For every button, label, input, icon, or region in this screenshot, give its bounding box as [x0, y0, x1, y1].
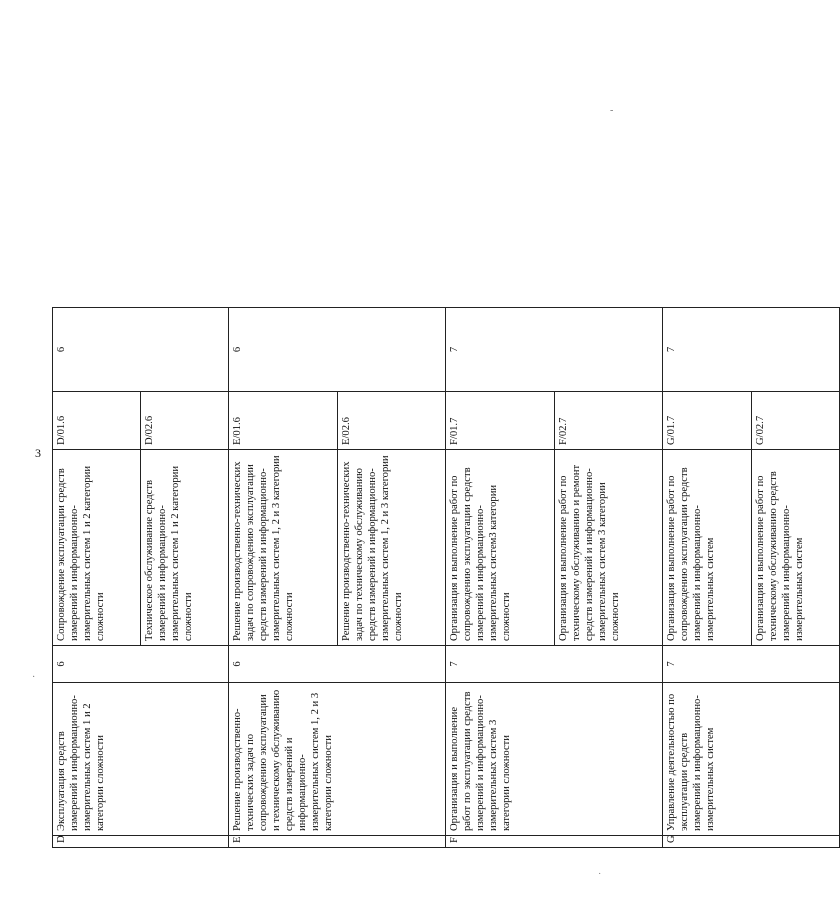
function-level: 7 — [446, 308, 663, 392]
generalized-function-code: D — [53, 836, 229, 848]
generalized-function-name: Решение производственно-технических задач по сопровождению эксплуатации и техническому обслуживанию средств измерений и информационно-измерительных систем 1, 2 и 3 категории сложности — [229, 683, 446, 836]
table-row — [53, 308, 141, 848]
qualification-level: 7 — [446, 646, 663, 683]
function-level: 6 — [229, 308, 446, 392]
generalized-function-code: E — [229, 836, 446, 848]
qualification-level: 7 — [663, 646, 840, 683]
generalized-function-code: G — [663, 836, 840, 848]
scan-speck: · — [32, 672, 36, 683]
function-name: Организация и выполнение работ по сопровождению эксплуатации средств измерений и информационно-измерительных систем3 категории сложности — [446, 450, 555, 646]
generalized-function-name: Организация и выполнение работ по эксплуатации средств измерений и информационно-измерительных систем 3 категории сложности — [446, 683, 663, 836]
table-row — [663, 308, 751, 848]
generalized-function-name: Эксплуатация средств измерений и информационно-измерительных систем 1 и 2 категории сложности — [53, 683, 229, 836]
function-name: Организация и выполнение работ по техническому обслуживанию средств измерений и информационно-измерительных систем — [751, 450, 839, 646]
functions-table — [52, 307, 840, 848]
qualification-level: 6 — [229, 646, 446, 683]
function-name: Техническое обслуживание средств измерений и информационно-измерительных систем 1 и 2 категории сложности — [141, 450, 229, 646]
function-code: G/02.7 — [751, 392, 839, 450]
generalized-function-name: Управление деятельностью по эксплуатации средств измерений и информационно-измерительных систем — [663, 683, 840, 836]
function-level: 6 — [53, 308, 229, 392]
scan-speck: ˙ — [598, 872, 602, 883]
function-name: Организация и выполнение работ по сопровождению эксплуатации средств измерений и информационно-измерительных систем — [663, 450, 751, 646]
table-row — [446, 308, 555, 848]
generalized-function-code: F — [446, 836, 663, 848]
function-code: F/01.7 — [446, 392, 555, 450]
table-row — [229, 308, 338, 848]
function-name: Сопровождение эксплуатации средств измерений и информационно-измерительных систем 1 и 2 категории сложности — [53, 450, 141, 646]
function-code: E/02.6 — [337, 392, 446, 450]
function-code: G/01.7 — [663, 392, 751, 450]
function-level: 7 — [663, 308, 840, 392]
function-name: Решение производственно-технических задач по сопровождению эксплуатации средств измерений и информационно-измерительных систем 1, 2 и 3 категории сложности — [229, 450, 338, 646]
function-name: Организация и выполнение работ по техническому обслуживанию и ремонт средств измерений и информационно-измерительных систем 3 категории сложности — [554, 450, 663, 646]
function-name: Решение производственно-технических задач по техническому обслуживанию средств измерений и информационно-измерительных систем 1, 2 и 3 категории сложности — [337, 450, 446, 646]
page-number: 3 — [35, 446, 41, 460]
function-code: D/02.6 — [141, 392, 229, 450]
function-code: F/02.7 — [554, 392, 663, 450]
scan-speck: - — [610, 105, 614, 116]
qualification-level: 6 — [53, 646, 229, 683]
function-code: D/01.6 — [53, 392, 141, 450]
function-code: E/01.6 — [229, 392, 338, 450]
